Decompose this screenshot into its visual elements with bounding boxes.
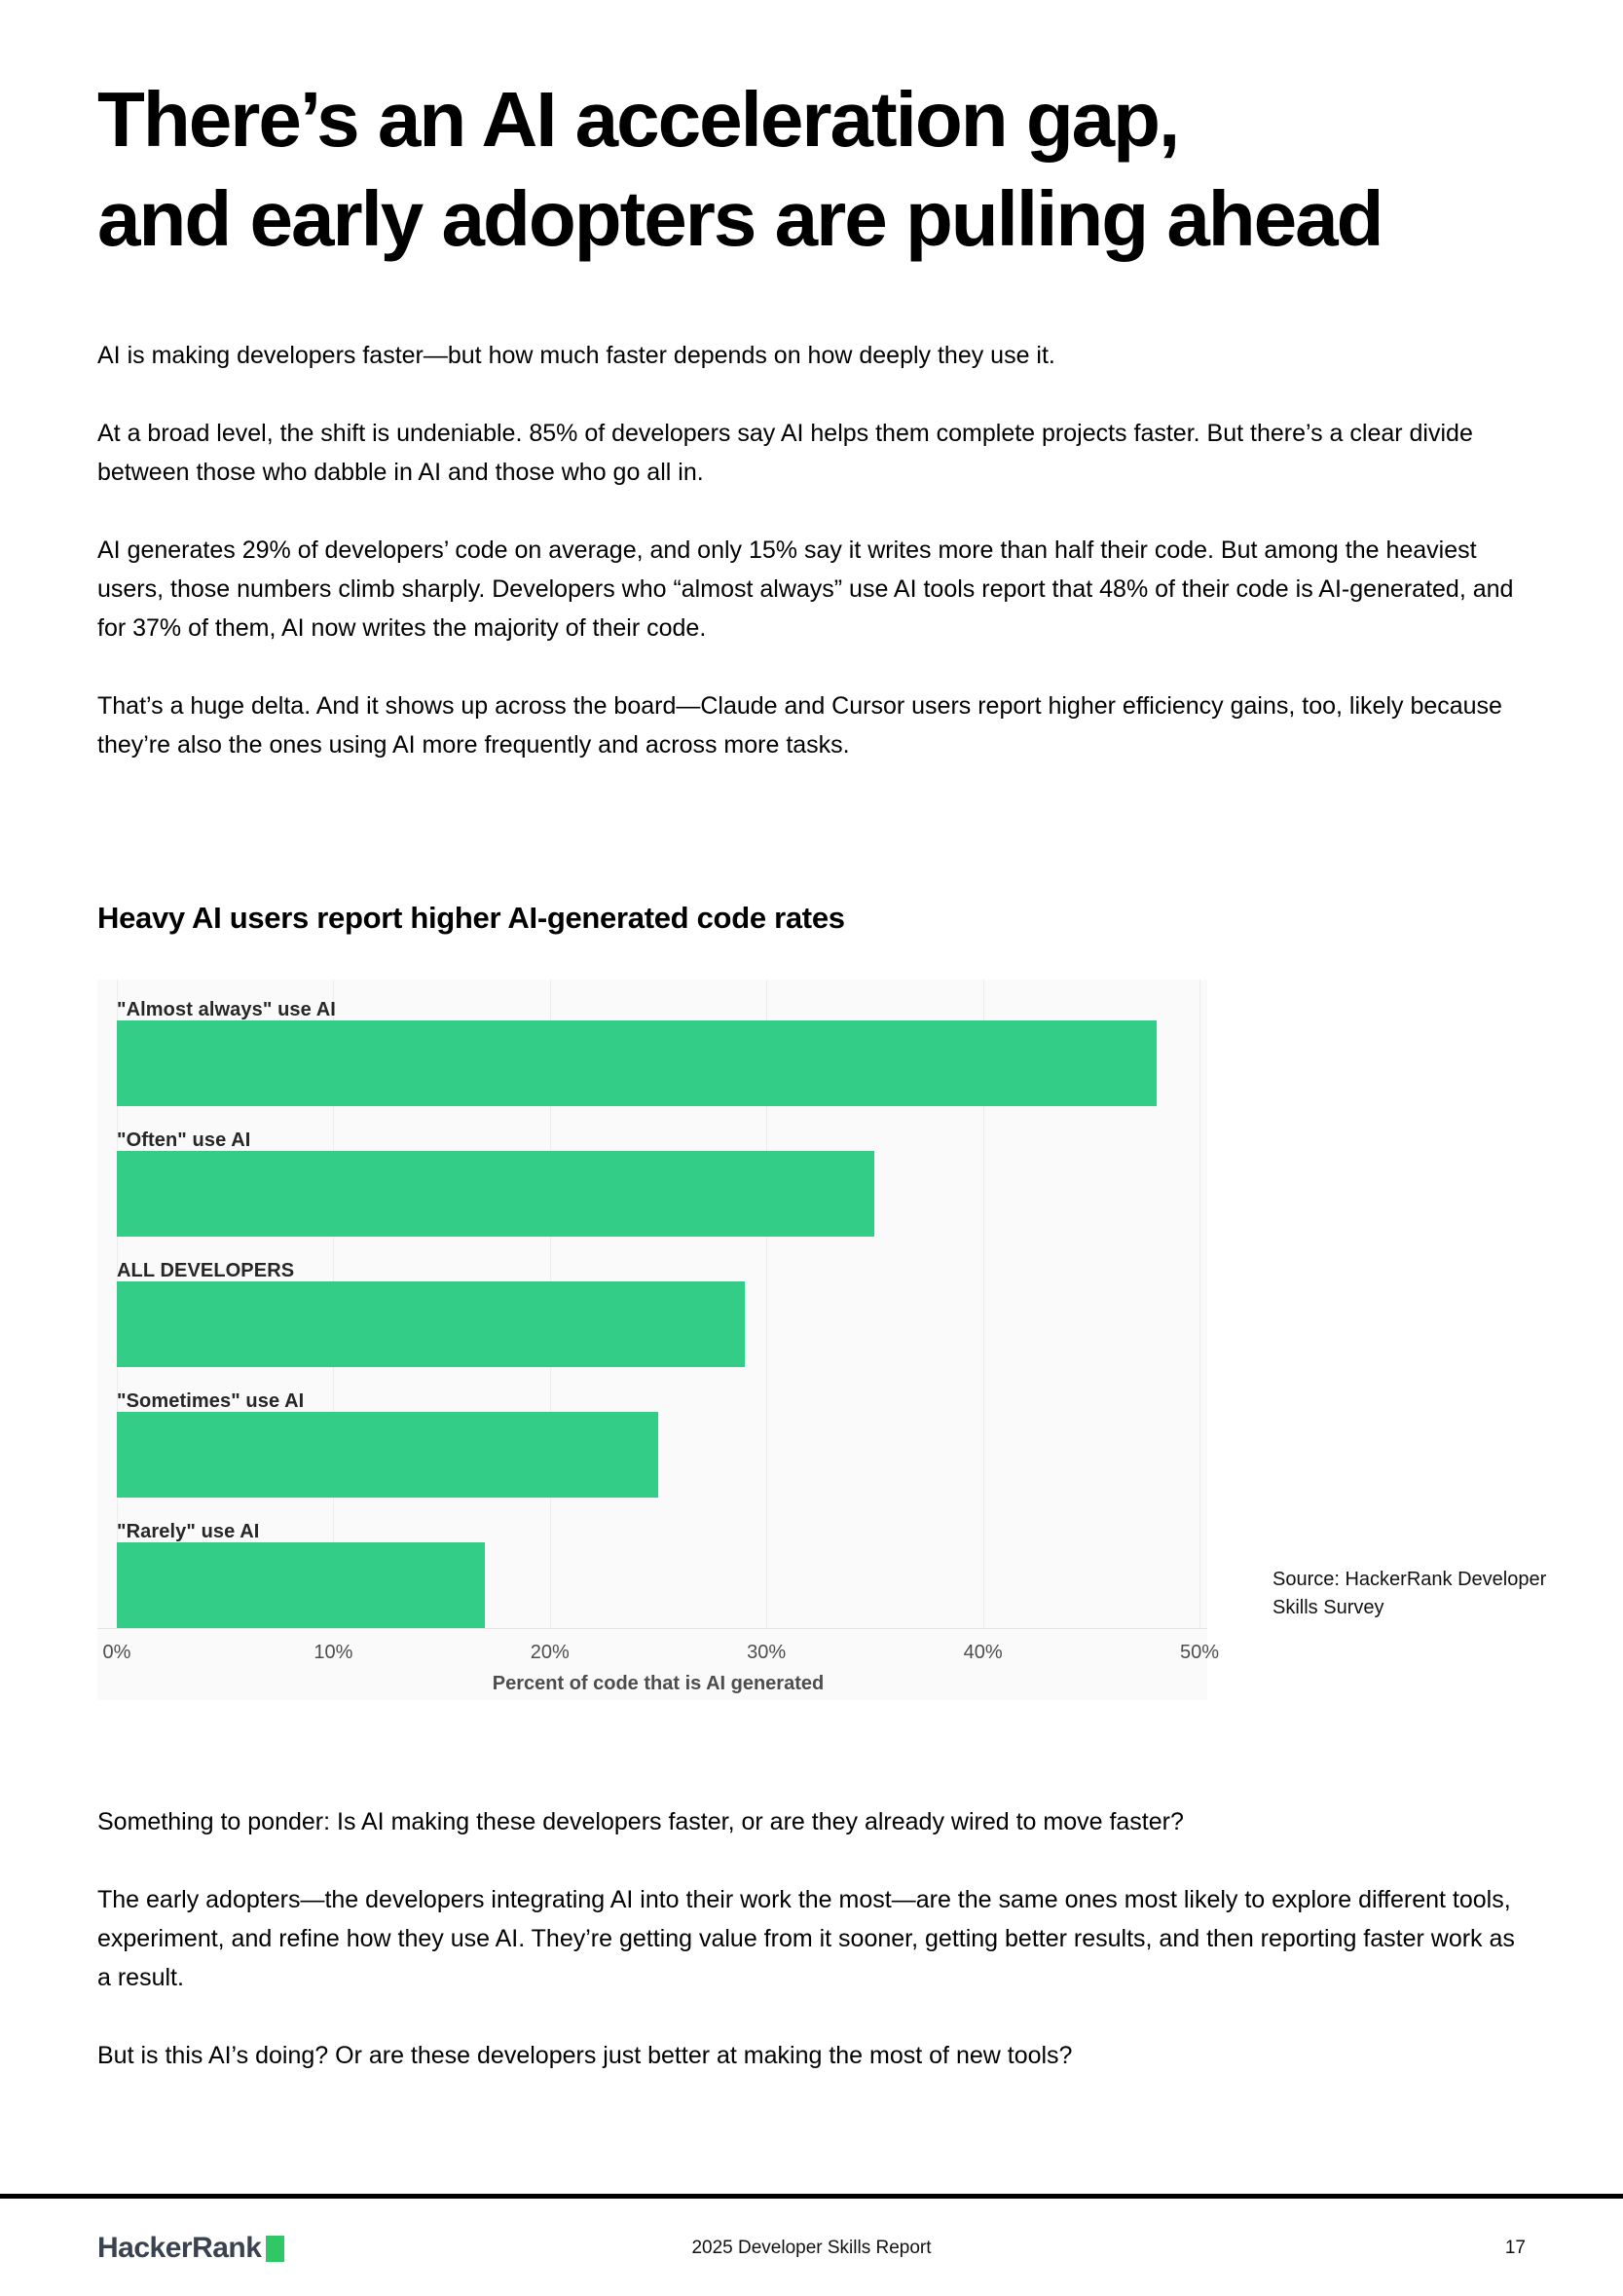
- body-paragraph: At a broad level, the shift is undeniable. 85% of developers say AI helps them complete projects faster. But there’s a clear divide between those who dabble in AI and those who go all in.: [97, 420, 1473, 487]
- x-axis-line: [97, 1628, 1207, 1629]
- x-axis-tick-label: 40%: [963, 1642, 1003, 1664]
- footer-report-title: 2025 Developer Skills Report: [691, 2238, 932, 2258]
- bar-category-label: "Almost always" use AI: [117, 999, 336, 1021]
- body-paragraph: AI is making developers faster—but how much faster depends on how deeply they use it.: [97, 342, 1055, 370]
- page-title-line-1: There’s an AI acceleration gap,: [97, 76, 1179, 163]
- x-axis-tick-label: 20%: [530, 1642, 570, 1664]
- bar-category-label: ALL DEVELOPERS: [117, 1260, 295, 1282]
- footer-divider: [0, 2194, 1623, 2199]
- bar: [117, 1412, 658, 1498]
- page-number: 17: [1504, 2238, 1526, 2258]
- chart-source-note: [1273, 1566, 1555, 1622]
- bar: [117, 1281, 745, 1367]
- chart-section: [97, 980, 1547, 1700]
- bar: [117, 1020, 1157, 1106]
- bar-row: [97, 1260, 1207, 1367]
- bar: [117, 1151, 874, 1237]
- hackerrank-wordmark: HackerRank: [97, 2232, 262, 2264]
- bar-category-label: "Rarely" use AI: [117, 1521, 260, 1543]
- hackerrank-green-block-icon: [266, 2236, 284, 2262]
- bar-chart: [97, 980, 1220, 1700]
- page-footer: [0, 2194, 1623, 2265]
- bar-row: [97, 1390, 1207, 1498]
- source-line-1: Source: HackerRank Developer: [1273, 1569, 1547, 1591]
- page-content: [0, 70, 1623, 2075]
- chart-bars: [97, 980, 1207, 1628]
- x-axis-tick-label: 50%: [1179, 1642, 1220, 1664]
- bar-category-label: "Sometimes" use AI: [117, 1390, 305, 1413]
- x-axis-tick-label: 0%: [102, 1642, 131, 1664]
- body-paragraph: That’s a huge delta. And it shows up across the board—Claude and Cursor users report higher efficiency gains, too, likely because they’re also the ones using AI more frequently and across more tasks.: [97, 692, 1502, 759]
- x-axis-tick-label: 30%: [747, 1642, 787, 1664]
- bar-row: [97, 999, 1207, 1106]
- bar: [117, 1542, 485, 1628]
- body-paragraph: Something to ponder: Is AI making these developers faster, or are they already wired to move faster?: [97, 1808, 1184, 1836]
- intro-paragraphs: [97, 336, 1526, 764]
- page-title: [97, 70, 1526, 268]
- hackerrank-logo: [97, 2232, 350, 2265]
- source-line-2: Skills Survey: [1273, 1597, 1384, 1619]
- x-axis-tick-label: 10%: [314, 1642, 353, 1664]
- body-paragraph: AI generates 29% of developers’ code on average, and only 15% say it writes more than half their code. But among the heaviest users, those numbers climb sharply. Developers who “almost always” use AI tools report that 48% of their code is AI-generated, and for 37% of them, AI now writes the majority of their code.: [97, 537, 1514, 643]
- page-title-line-2: and early adopters are pulling ahead: [97, 174, 1383, 262]
- bar-row: [97, 1129, 1207, 1237]
- chart-heading: Heavy AI users report higher AI-generated code rates: [97, 901, 845, 936]
- footer-row: [0, 2232, 1623, 2265]
- body-paragraph: But is this AI’s doing? Or are these developers just better at making the most of new tools?: [97, 2042, 1073, 2070]
- closing-paragraphs: [97, 1802, 1526, 2075]
- x-axis-title: Percent of code that is AI generated: [492, 1673, 825, 1695]
- bar-row: [97, 1521, 1207, 1628]
- body-paragraph: The early adopters—the developers integrating AI into their work the most—are the same ones most likely to explore different tools, experiment, and refine how they use AI. They’re getting value from it sooner, getting better results, and then reporting faster work as a result.: [97, 1886, 1515, 1992]
- bar-category-label: "Often" use AI: [117, 1129, 251, 1152]
